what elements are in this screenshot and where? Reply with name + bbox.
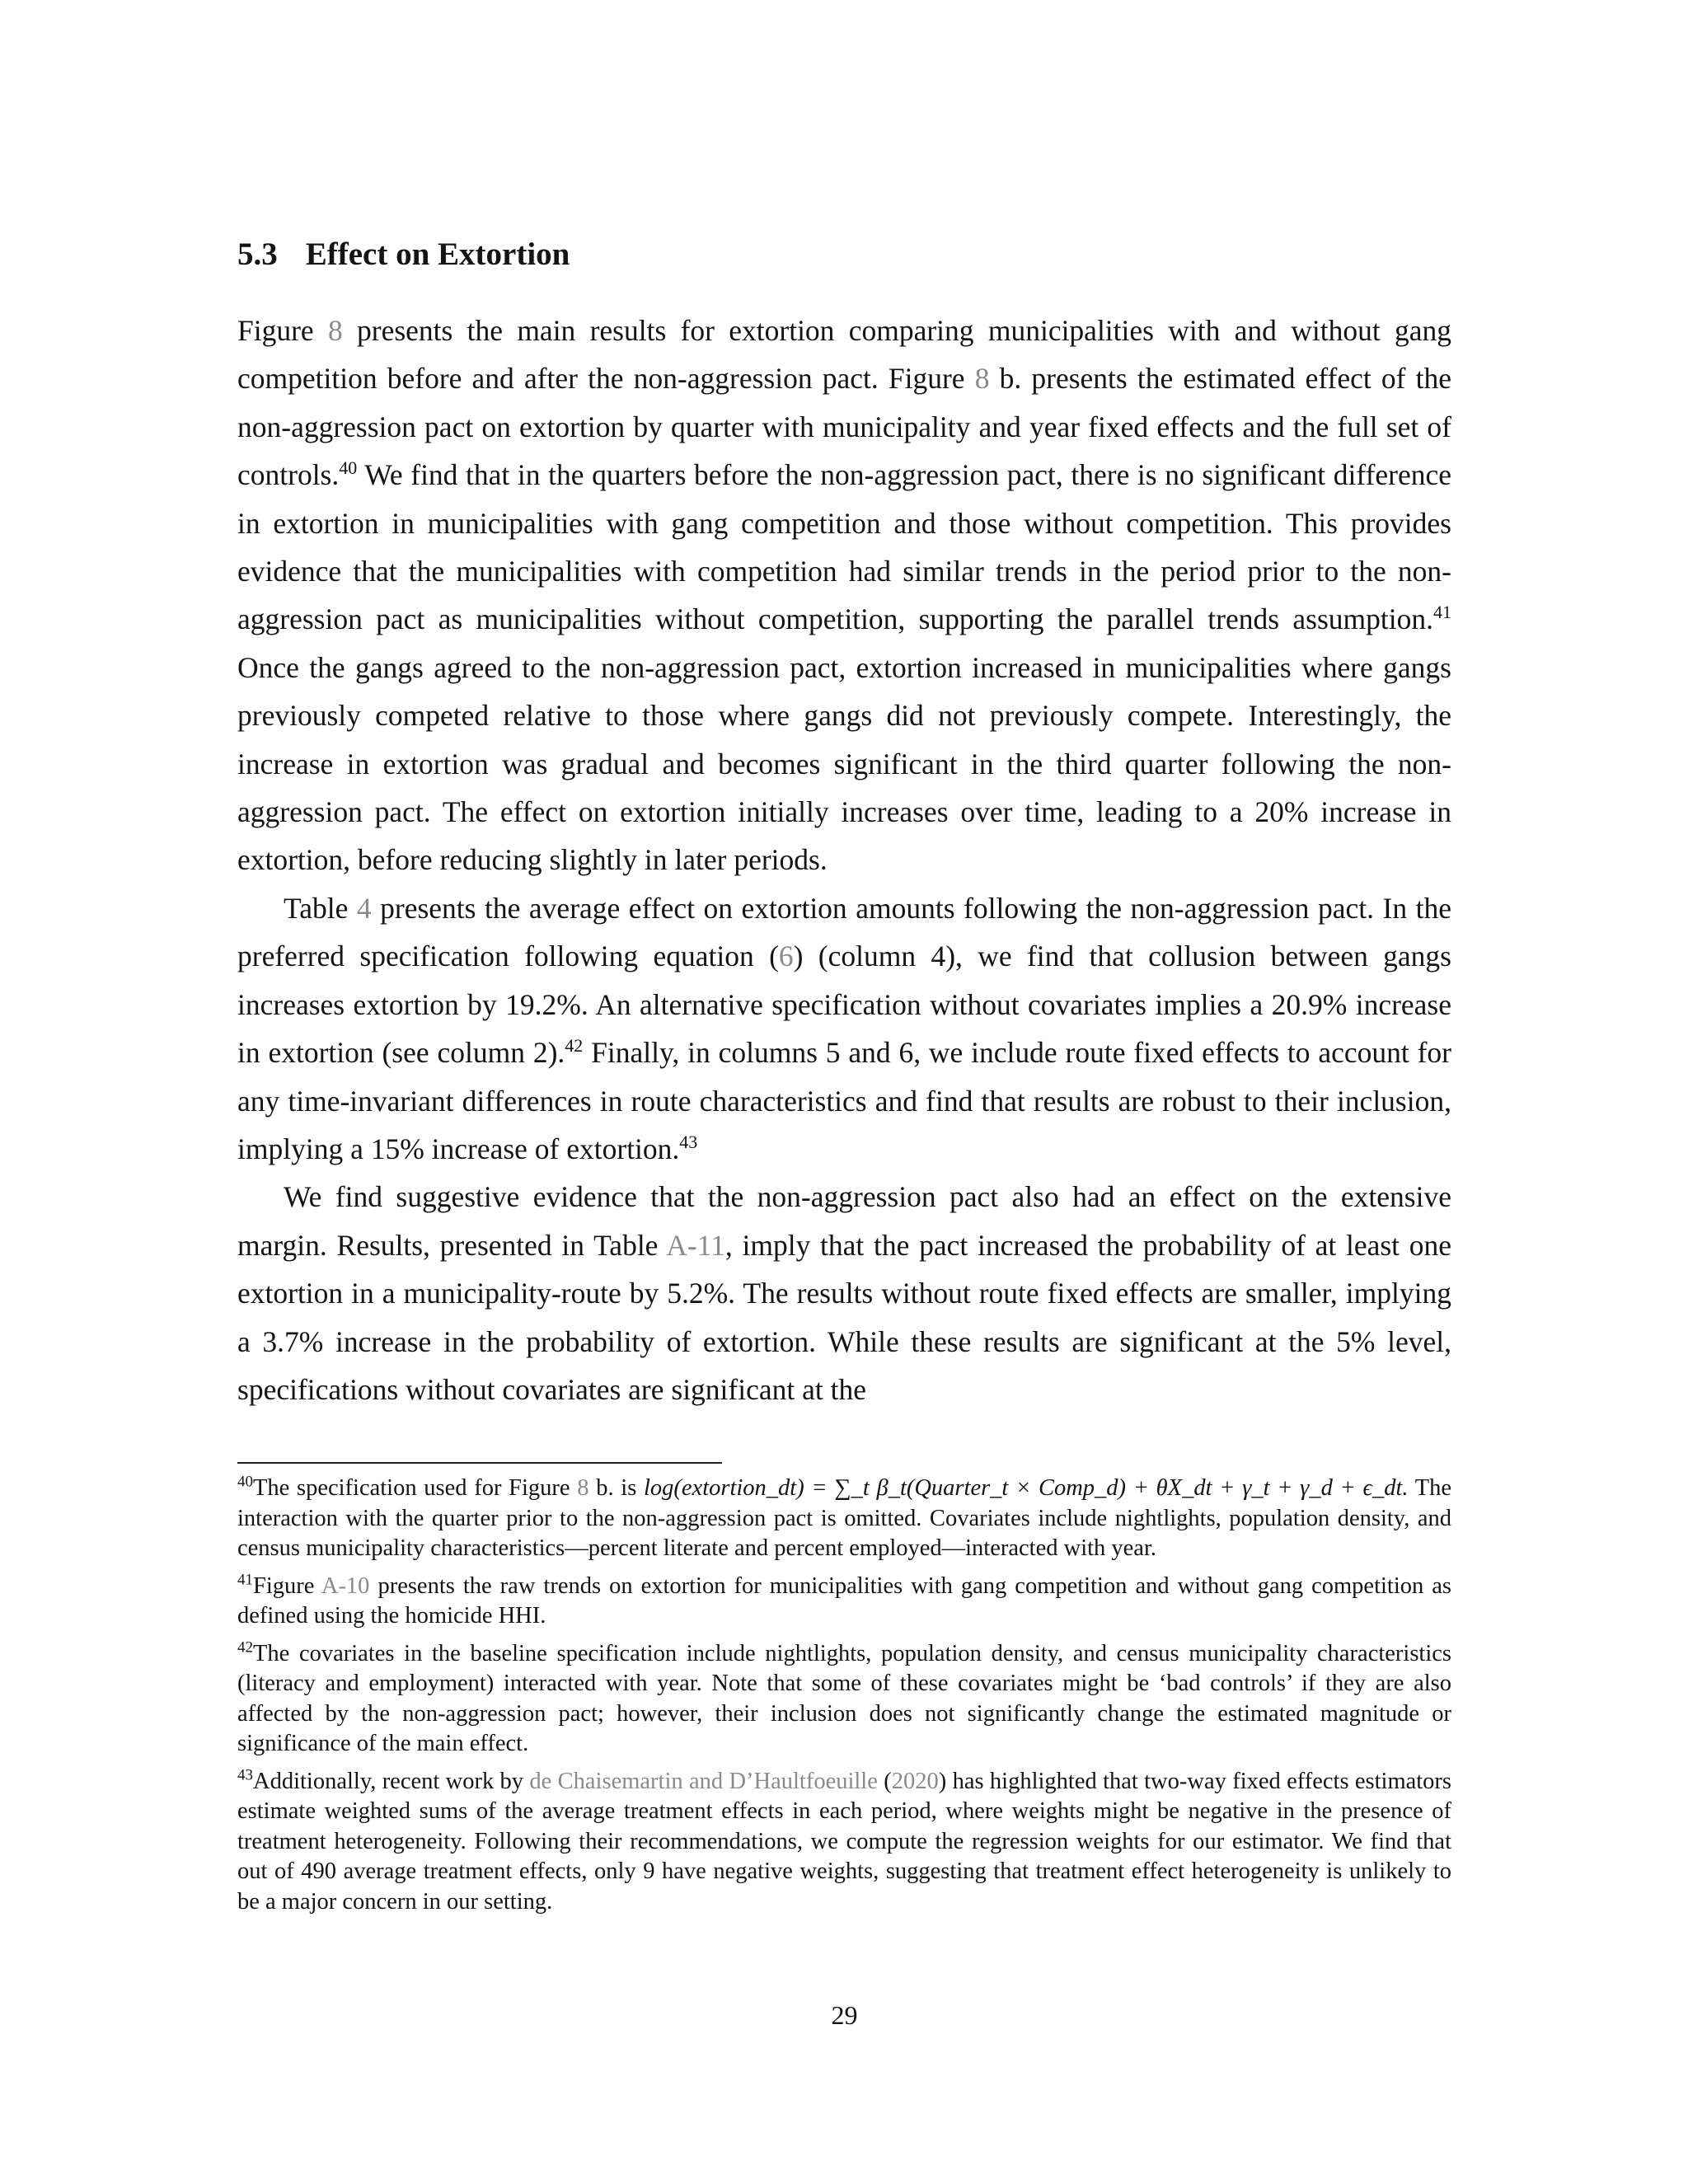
footnote-43-marker[interactable]: 43 [679,1132,698,1153]
text-run: We find suggestive evidence that the non-aggression pact also had an effect on the extensive margin. Results, presented in Table [237,1180,1451,1262]
footnote-41 [237,1572,1451,1632]
footnote-42 [237,1639,1451,1760]
text-run: Finally, in columns 5 and 6, we include route fixed effects to account for any time-invariant differences in route characteristics and find that results are robust to their inclusion, implying a 15% increase of extortion. [237,1036,1451,1165]
paragraph-1 [237,307,1451,884]
regression-formula: log(extortion_dt) = ∑_t β_t(Quarter_t × Comp_d) + θX_dt + γ_t + γ_d + ϵ_dt. [643,1475,1409,1501]
text-run: ) has highlighted that two-way fixed effects estimators estimate weighted sums of the average treatment effects in each period, where weights might be negative in the presence of treatment heterogeneity. Following their recommendations, we compute the regression weights for our estimator. We find that out of 490 average treatment effects, only 9 have negative weights, suggesting that treatment effect heterogeneity is unlikely to be a major concern in our setting. [237,1768,1452,1915]
footnote-40-marker[interactable]: 40 [339,457,358,479]
text-run: presents the raw trends on extortion for municipalities with gang competition and without gang competition as defined using the homicide HHI. [237,1572,1451,1629]
footnote-mark: 43 [237,1766,253,1783]
figure-8-link-3[interactable]: 8 [577,1475,589,1501]
text-run: , imply that the pact increased the probability of at least one extortion in a municipality-route by 5.2%. The results without route fixed effects are smaller, implying a 3.7% increase in the probability of extortion. While these results are significant at the 5% level, specifications without covariates are significant at the [237,1228,1451,1406]
figure-8-link-2[interactable]: 8 [974,362,990,396]
footnote-42-marker[interactable]: 42 [565,1035,584,1057]
table-a11-link[interactable]: A-11 [666,1228,725,1262]
section-title: Effect on Extortion [305,237,570,272]
citation-link[interactable]: de Chaisemartin and D’Haultfoeuille [529,1768,878,1794]
footnotes [237,1474,1451,1924]
footnote-mark: 42 [237,1638,253,1656]
text-run: ( [877,1768,892,1794]
text-run: presents the main results for extortion comparing municipalities with and without gang competition before and after the non-aggression pact. Figure [237,314,1451,396]
page-number: 29 [831,2000,858,2030]
table-4-link[interactable]: 4 [356,891,372,925]
citation-year-link[interactable]: 2020 [891,1768,939,1794]
footnote-separator [237,1462,722,1464]
text-run: Figure [253,1572,321,1599]
text-run: Table [284,891,357,925]
equation-6-link[interactable]: 6 [778,940,794,973]
text-run: b. presents the estimated effect of the non-aggression pact on extortion by quarter with municipality and year fixed effects and the full set of controls. [237,362,1451,492]
text-run: presents the average effect on extortion amounts following the non-aggression pact. In the preferred specification following equation ( [237,891,1451,973]
figure-8-link[interactable]: 8 [327,314,343,347]
text-run: ) (column 4), we find that collusion between gangs increases extortion by 19.2%. An alternative specification without covariates implies a 20.9% increase in extortion (see column 2). [237,940,1451,1070]
figure-a10-link[interactable]: A-10 [321,1572,370,1599]
text-run: b. is [588,1475,644,1501]
text-run: The interaction with the quarter prior to the non-aggression pact is omitted. Covariates include nightlights, population density, and census municipality characteristics—percent literate and percent employed—interacted with year. [237,1475,1452,1561]
paragraph-2 [237,884,1451,1173]
footnote-mark: 41 [237,1571,253,1588]
text-run: Once the gangs agreed to the non-aggression pact, extortion increased in municipalities where gangs previously competed relative to those where gangs did not previously compete. Interestingly, the increase in extortion was gradual and becomes significant in the third quarter following the non-aggression pact. The effect on extortion initially increases over time, leading to a 20% increase in extortion, before reducing slightly in later periods. [237,650,1451,877]
footnote-40 [237,1474,1451,1564]
section-heading [237,236,570,273]
footnote-41-marker[interactable]: 41 [1433,602,1451,623]
body-text [237,307,1451,1413]
footnote-mark: 40 [237,1473,253,1491]
text-run: We find that in the quarters before the non-aggression pact, there is no significant difference in extortion in municipalities with gang competition and those without competition. This provides evidence that the municipalities with competition had similar trends in the period prior to the non-aggression pact as municipalities without competition, supporting the parallel trends assumption. [237,458,1451,636]
section-number: 5.3 [237,237,278,272]
paragraph-3 [237,1173,1451,1413]
text-run: Additionally, recent work by [253,1768,530,1794]
footnote-43 [237,1767,1451,1918]
text-run: Figure [237,314,328,347]
text-run: The covariates in the baseline specification include nightlights, population density, and census municipality characteristics (literacy and employment) interacted with year. Note that some of these covariates might be ‘bad controls’ if they are also affected by the non-aggression pact; however, their inclusion does not significantly change the estimated magnitude or significance of the main effect. [237,1640,1451,1756]
text-run: The specification used for Figure [253,1475,578,1501]
